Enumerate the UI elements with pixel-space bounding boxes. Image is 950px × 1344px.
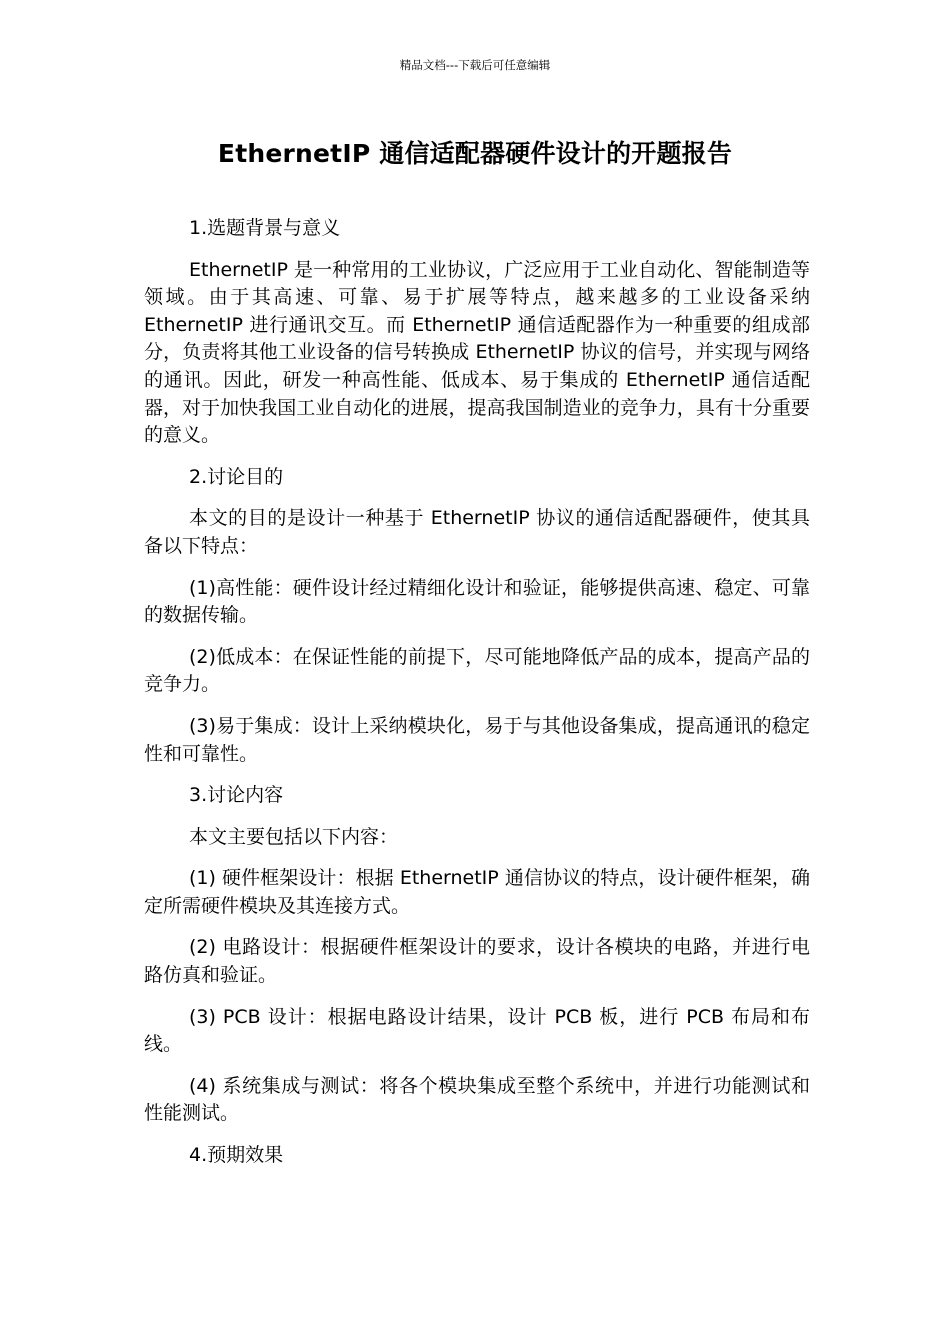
section-expected-results bbox=[144, 1142, 810, 1170]
list-item-paragraph: (1) 硬件框架设计：根据 EthernetIP 通信协议的特点，设计硬件框架，确定所需硬件模块及其连接方式。 bbox=[144, 867, 810, 917]
paragraph: 本文主要包括以下内容： bbox=[189, 825, 399, 848]
list-item-paragraph: (1)高性能：硬件设计经过精细化设计和验证，能够提供高速、稳定、可靠的数据传输。 bbox=[144, 576, 810, 627]
list-item-paragraph: (3)易于集成：设计上采纳模块化，易于与其他设备集成，提高通讯的稳定性和可靠性。 bbox=[144, 714, 810, 765]
list-item-paragraph: (3) PCB 设计：根据电路设计结果，设计 PCB 板，进行 PCB 布局和布线。 bbox=[144, 1005, 810, 1056]
list-item-paragraph: (4) 系统集成与测试：将各个模块集成至整个系统中，并进行功能测试和性能测试。 bbox=[144, 1074, 810, 1125]
document-title: EthernetIP 通信适配器硬件设计的开题报告 bbox=[217, 139, 733, 168]
section-heading: 3.讨论内容 bbox=[189, 784, 284, 807]
document-body bbox=[144, 215, 810, 1184]
list-item-paragraph: (2)低成本：在保证性能的前提下，尽可能地降低产品的成本，提高产品的竞争力。 bbox=[144, 645, 810, 696]
section-heading: 1.选题背景与意义 bbox=[189, 217, 341, 239]
paragraph: EthernetIP 是一种常用的工业协议，广泛应用于工业自动化、智能制造等领域。由于其高速、可靠、易于扩展等特点，越来越多的工业设备采纳 EthernetIP 进行通讯交互。而 EthernetIP 通信适配器作为一种重要的组成部分，负责将其他工业设备的信号转换成 EthernetIP 协议的信号，并实现与网络的通讯。因此，研发一种高性能、低成本、易于集成的 EthernetIP 通信适配器，对于加快我国工业自动化的进展，提高我国制造业的竞争力，具有十分重要的意义。 bbox=[144, 258, 810, 447]
section-heading: 2.讨论目的 bbox=[189, 465, 284, 488]
section-background bbox=[144, 215, 810, 450]
section-heading: 4.预期效果 bbox=[189, 1144, 284, 1167]
list-item-paragraph: (2) 电路设计：根据硬件框架设计的要求，设计各模块的电路，并进行电路仿真和验证。 bbox=[144, 936, 810, 987]
page-header-note: 精品文档---下载后可任意编辑 bbox=[399, 58, 551, 72]
section-content bbox=[144, 782, 810, 1128]
paragraph: 本文的目的是设计一种基于 EthernetIP 协议的通信适配器硬件，使其具备以下特点： bbox=[144, 507, 810, 557]
section-purpose bbox=[144, 464, 810, 768]
